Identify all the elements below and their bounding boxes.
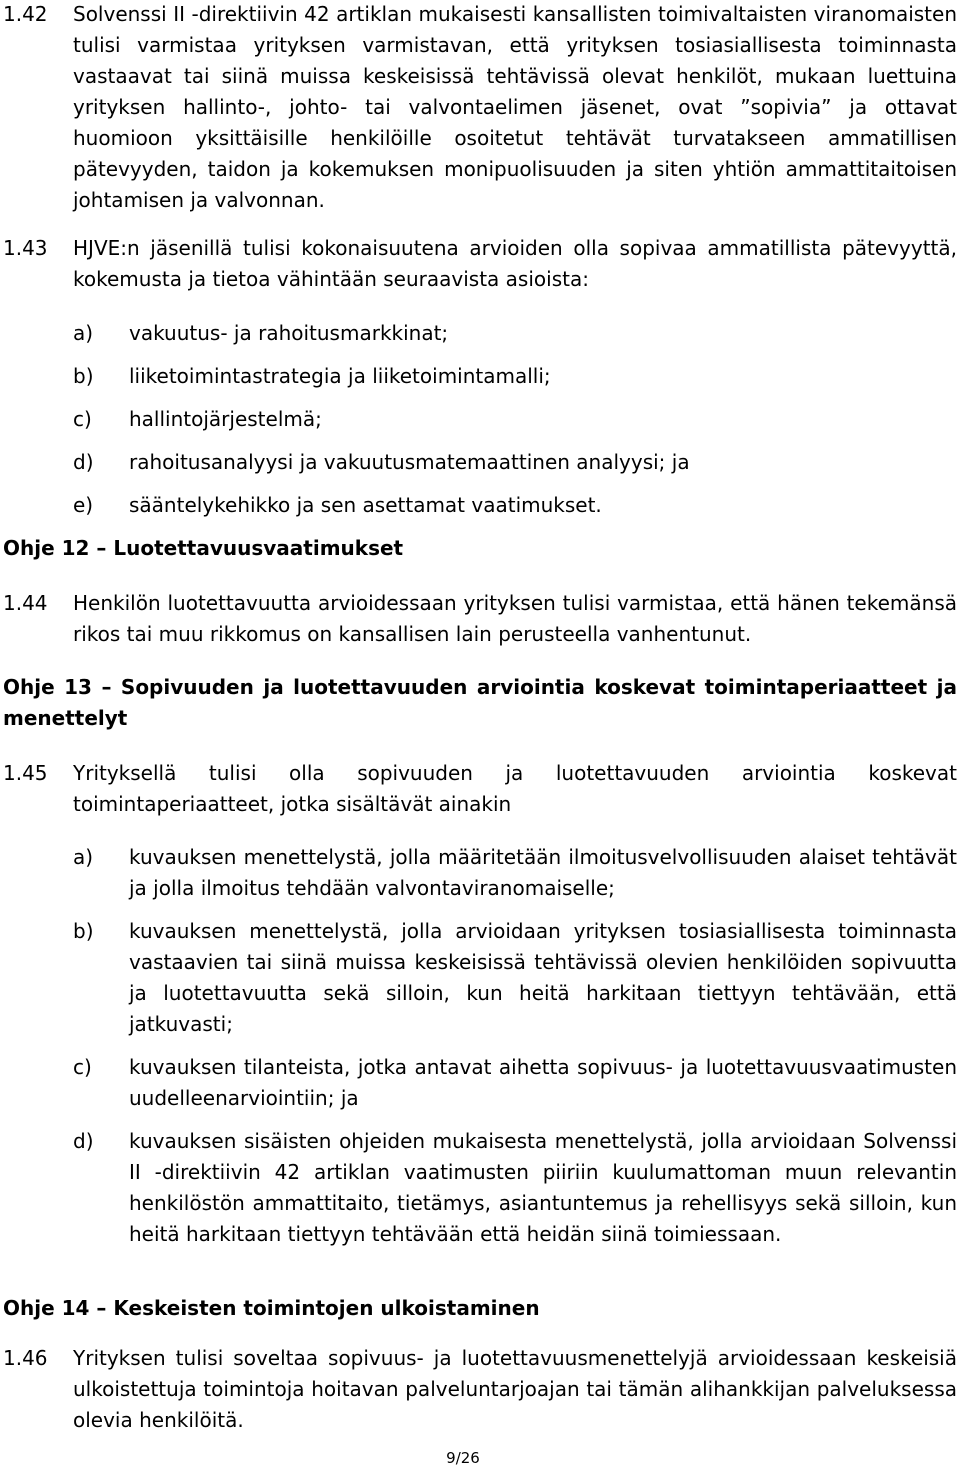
paragraph-1-42	[3, 0, 957, 216]
list-item-text: kuvauksen sisäisten ohjeiden mukaisesta menettelystä, jolla arvioidaan Solvenssi II -direktiivin 42 artiklan vaatimusten piiriin kuulumattoman muun relevantin henkilöstön ammattitaito, tietämys, asiantuntemus ja rehellisyys sekä silloin, kun heitä harkitaan tiettyyn tehtävään että heidän siinä toimiessaan.	[129, 1129, 957, 1246]
list-item-label: c)	[73, 1055, 92, 1079]
list-item-label: d)	[73, 1129, 94, 1153]
paragraph-1-46	[3, 1343, 957, 1436]
list-item-text: kuvauksen menettelystä, jolla arvioidaan yrityksen tosiasiallisesta toiminnasta vastaavien tai siinä muissa keskeisissä tehtävissä olevien henkilöiden sopivuutta ja luotettavuutta sekä silloin, kun heitä harkitaan tiettyyn tehtävään, että jatkuvasti;	[129, 919, 957, 1036]
paragraph-number: 1.45	[3, 761, 48, 785]
section-heading-12: Ohje 12 – Luotettavuusvaatimukset	[3, 536, 404, 560]
page-number: 9/26	[446, 1449, 480, 1467]
list-item-text: sääntelykehikko ja sen asettamat vaatimukset.	[129, 493, 602, 517]
paragraph-text: Yrityksen tulisi soveltaa sopivuus- ja luotettavuusmenettelyjä arvioidessaan keskeisiä ulkoistettuja toimintoja hoitavan palveluntarjoajan tai tämän alihankkijan palveluksessa olevia henkilöitä.	[73, 1346, 957, 1432]
list-item-label: b)	[73, 919, 94, 943]
paragraph-text: Henkilön luotettavuutta arvioidessaan yrityksen tulisi varmistaa, että hänen tekemänsä rikos tai muu rikkomus on kansallisen lain perusteella vanhentunut.	[73, 591, 957, 646]
paragraph-number: 1.42	[3, 2, 48, 26]
list-item	[73, 916, 957, 1040]
list-item-label: b)	[73, 364, 94, 388]
list-item-label: a)	[73, 845, 94, 869]
section-heading-14: Ohje 14 – Keskeisten toimintojen ulkoistaminen	[3, 1296, 540, 1320]
list-item-label: a)	[73, 321, 94, 345]
list-item	[73, 447, 957, 478]
list-item-text: kuvauksen tilanteista, jotka antavat aihetta sopivuus- ja luotettavuusvaatimusten uudelleenarviointiin; ja	[129, 1055, 957, 1110]
section-heading-13: Ohje 13 – Sopivuuden ja luotettavuuden arviointia koskevat toimintaperiaatteet ja menettelyt	[3, 675, 957, 730]
list-item	[73, 842, 957, 904]
paragraph-1-45	[3, 758, 957, 820]
list-item-label: e)	[73, 493, 94, 517]
list-item	[73, 1052, 957, 1114]
list-item	[73, 404, 957, 435]
list-item	[73, 1126, 957, 1250]
list-item-text: rahoitusanalyysi ja vakuutusmatemaattinen analyysi; ja	[129, 450, 690, 474]
list-item-text: liiketoimintastrategia ja liiketoimintamalli;	[129, 364, 551, 388]
paragraph-text: Yrityksellä tulisi olla sopivuuden ja luotettavuuden arviointia koskevat toimintaperiaatteet, jotka sisältävät ainakin	[73, 761, 957, 816]
list-item-label: c)	[73, 407, 92, 431]
paragraph-1-43	[3, 233, 957, 295]
list-item	[73, 490, 957, 521]
list-item-text: kuvauksen menettelystä, jolla määritetään ilmoitusvelvollisuuden alaiset tehtävät ja jolla ilmoitus tehdään valvontaviranomaiselle;	[129, 845, 957, 900]
paragraph-number: 1.46	[3, 1346, 48, 1370]
list-item-text: hallintojärjestelmä;	[129, 407, 322, 431]
paragraph-number: 1.43	[3, 236, 48, 260]
paragraph-number: 1.44	[3, 591, 48, 615]
list-item-label: d)	[73, 450, 94, 474]
paragraph-1-44	[3, 588, 957, 650]
list-item	[73, 361, 957, 392]
list-item-text: vakuutus- ja rahoitusmarkkinat;	[129, 321, 449, 345]
list-item	[73, 318, 957, 349]
paragraph-text: HJVE:n jäsenillä tulisi kokonaisuutena arvioiden olla sopivaa ammatillista pätevyyttä, kokemusta ja tietoa vähintään seuraavista asioista:	[73, 236, 957, 291]
paragraph-text: Solvenssi II -direktiivin 42 artiklan mukaisesti kansallisten toimivaltaisten viranomaisten tulisi varmistaa yrityksen varmistavan, että yrityksen tosiasiallisesta toiminnasta vastaavat tai siinä muissa keskeisissä tehtävissä olevat henkilöt, mukaan luettuina yrityksen hallinto-, johto- tai valvontaelimen jäsenet, ovat ”sopivia” ja ottavat huomioon yksittäisille henkilöille osoitetut tehtävät turvatakseen ammatillisen pätevyyden, taidon ja kokemuksen monipuolisuuden ja siten yhtiön ammattitaitoisen johtamisen ja valvonnan.	[73, 2, 957, 212]
